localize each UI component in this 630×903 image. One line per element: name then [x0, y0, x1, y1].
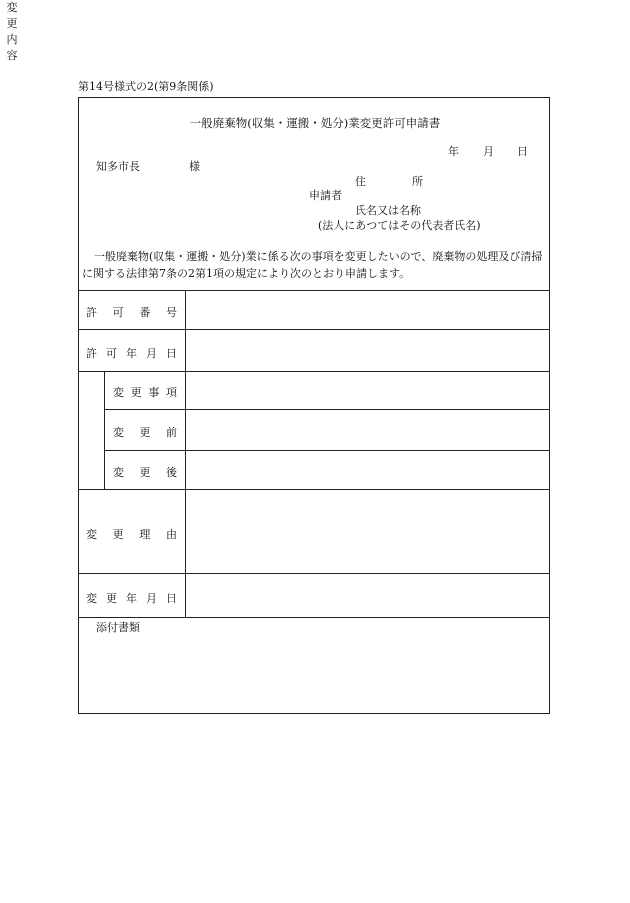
after-change-field[interactable]: [186, 451, 549, 489]
divider-row-5: [78, 617, 550, 618]
attachments-label: 添付書類: [96, 621, 140, 634]
permit-number-field[interactable]: [186, 291, 549, 329]
addressee-name: 知多市長: [96, 160, 140, 173]
label-change-date: 変 更 年 月 日: [86, 592, 177, 605]
applicant-name-note: (法人にあつてはその代表者氏名): [318, 219, 481, 232]
before-change-field[interactable]: [186, 410, 549, 450]
label-change-reason: 変 更 理 由: [86, 528, 177, 541]
date-year-label: 年: [448, 145, 459, 158]
form-number: 第14号様式の2(第9条関係): [78, 80, 214, 93]
change-date-field[interactable]: [186, 574, 549, 617]
applicant-label: 申請者: [309, 189, 342, 202]
change-item-field[interactable]: [186, 372, 549, 409]
applicant-address-char-2: 所: [412, 175, 423, 188]
form-title: 一般廃棄物(収集・運搬・処分)業変更許可申請書: [189, 116, 441, 130]
attachments-field[interactable]: [79, 638, 549, 713]
applicant-address-char-1: 住: [355, 175, 366, 188]
application-statement: 一般廃棄物(収集・運搬・処分)業に係る次の事項を変更したいので、廃棄物の処理及び清掃に関する法律第7条の2第1項の規定により次のとおり申請します。: [82, 250, 543, 280]
label-after-change: 変 更 後: [113, 466, 177, 479]
label-before-change: 変 更 前: [113, 426, 177, 439]
addressee-honorific: 様: [189, 160, 200, 173]
date-day-label: 日: [517, 145, 528, 158]
permit-date-field[interactable]: [186, 330, 549, 371]
applicant-name-label: 氏名又は名称: [355, 204, 421, 217]
label-permit-number: 許 可 番 号: [86, 306, 177, 319]
change-reason-field[interactable]: [186, 490, 549, 573]
label-change-content: 変 更 内 容: [6, 1, 18, 62]
change-content-divider: [104, 371, 105, 489]
label-permit-date: 許 可 年 月 日: [86, 347, 177, 360]
label-change-item: 変 更 事 項: [113, 386, 177, 399]
date-month-label: 月: [483, 145, 494, 158]
